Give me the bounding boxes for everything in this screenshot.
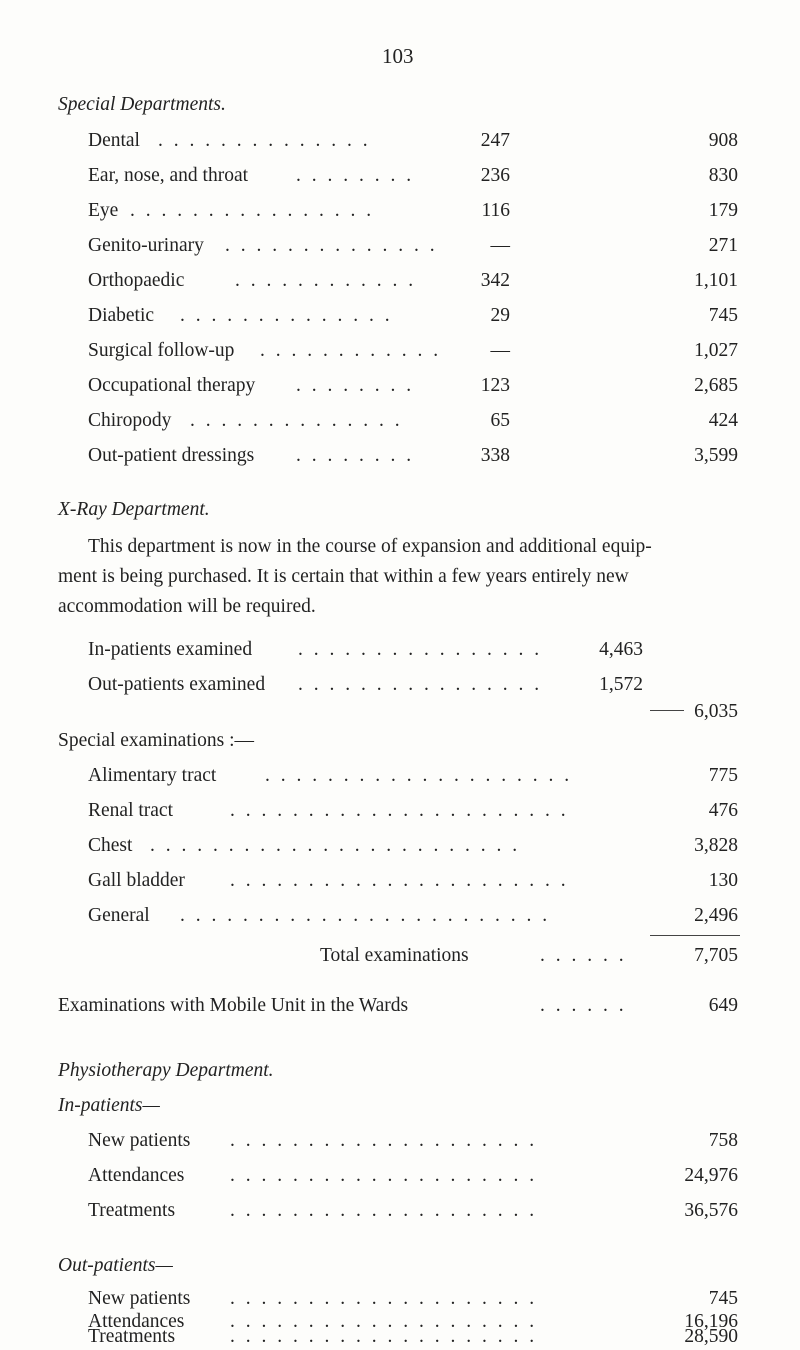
- leader-dots: . . . . . . . . . . . . . . . .: [298, 674, 543, 695]
- leader-dots: . . . . . . . . . . . . . . . .: [130, 200, 375, 221]
- leader-dots: . . . . . .: [540, 945, 627, 966]
- row-label: Eye: [88, 200, 119, 221]
- paragraph-line: This department is now in the course of expansion and additional equip-: [88, 536, 652, 557]
- row-label: Occupational therapy: [88, 375, 256, 396]
- leader-dots: . . . . . . . . . . . . . . . . . . . .: [265, 765, 573, 786]
- outpatients-heading: Out-patients—: [58, 1255, 173, 1276]
- row-value-col2: 3,599: [694, 445, 738, 466]
- leader-dots: . . . . . . . . . . . . . .: [190, 410, 403, 431]
- row-label: Orthopaedic: [88, 270, 185, 291]
- total-rule: [650, 935, 740, 936]
- mobile-unit-label: Examinations with Mobile Unit in the Wards: [58, 995, 409, 1016]
- paragraph-line: ment is being purchased. It is certain that within a few years entirely new: [58, 566, 629, 587]
- row-value: 130: [708, 870, 738, 891]
- leader-dots: . . . . . . . . . . . . . . . . . . . .: [230, 1200, 538, 1221]
- row-value-col1: 236: [480, 165, 510, 186]
- row-label: Out-patient dressings: [88, 445, 255, 466]
- row-value: 3,828: [694, 835, 738, 856]
- row-value: 16,196: [684, 1311, 738, 1332]
- row-value: 775: [708, 765, 738, 786]
- row-value-col2: 2,685: [694, 375, 738, 396]
- row-label: New patients: [88, 1130, 191, 1151]
- inpatients-heading: In-patients—: [58, 1095, 160, 1116]
- row-label: Treatments: [88, 1326, 176, 1347]
- mobile-unit-value: 649: [708, 995, 738, 1016]
- row-value-col1: 247: [480, 130, 510, 151]
- leader-dots: . . . . . . . . . . . .: [260, 340, 442, 361]
- row-label: Renal tract: [88, 800, 173, 821]
- total-examinations-value: 7,705: [694, 945, 738, 966]
- row-value: 36,576: [684, 1200, 738, 1221]
- row-value-col2: 908: [708, 130, 738, 151]
- row-value-col2: 179: [708, 200, 738, 221]
- outpatients-examined-value: 1,572: [599, 674, 643, 695]
- row-label: Attendances: [88, 1311, 185, 1332]
- row-label: General: [88, 905, 150, 926]
- row-label: Surgical follow-up: [88, 340, 235, 361]
- leader-dots: . . . . . . . . . . . .: [235, 270, 417, 291]
- row-value-col1: 338: [480, 445, 510, 466]
- row-label: Diabetic: [88, 305, 155, 326]
- inpatients-examined-label: In-patients examined: [88, 639, 253, 660]
- row-value: 745: [708, 1288, 738, 1309]
- leader-dots: . . . . . . . .: [296, 375, 415, 396]
- row-value: 476: [708, 800, 738, 821]
- leader-dots: . . . . . . . . . . . . . . . . . . . .: [230, 1288, 538, 1309]
- row-value-col2: 271: [708, 235, 738, 256]
- examined-subtotal: 6,035: [694, 701, 738, 722]
- page-number: 103: [382, 44, 414, 68]
- leader-dots: . . . . . .: [540, 995, 627, 1016]
- leader-dots: . . . . . . . . . . . . . .: [180, 305, 393, 326]
- row-value-col2: 745: [708, 305, 738, 326]
- leader-dots: . . . . . . . .: [296, 165, 415, 186]
- row-value-col2: 1,027: [694, 340, 738, 361]
- row-label: Dental: [88, 130, 140, 151]
- special-examinations-label: Special examinations :—: [58, 730, 255, 751]
- row-value-col2: 830: [708, 165, 738, 186]
- total-examinations-label: Total examinations: [320, 945, 469, 966]
- row-value-col2: 1,101: [694, 270, 738, 291]
- leader-dots: . . . . . . . . . . . . . . . .: [298, 639, 543, 660]
- row-label: Genito-urinary: [88, 235, 204, 256]
- leader-dots: . . . . . . . . . . . . . . . . . . . . . .: [230, 870, 569, 891]
- special-departments-heading: Special Departments.: [58, 94, 226, 115]
- row-value-col1: 116: [481, 200, 510, 221]
- leader-dots: . . . . . . . . . . . . . .: [225, 235, 438, 256]
- outpatients-examined-label: Out-patients examined: [88, 674, 266, 695]
- xray-heading: X-Ray Department.: [58, 499, 210, 520]
- row-value: 2,496: [694, 905, 738, 926]
- row-label: Attendances: [88, 1165, 185, 1186]
- leader-dots: . . . . . . . . . . . . . . . . . . . .: [230, 1326, 538, 1347]
- leader-dots: . . . . . . . . . . . . . .: [158, 130, 371, 151]
- row-label: Chiropody: [88, 410, 172, 431]
- row-value-col2: 424: [708, 410, 738, 431]
- row-value-col1: 65: [490, 410, 510, 431]
- row-label: Treatments: [88, 1200, 176, 1221]
- row-label: New patients: [88, 1288, 191, 1309]
- leader-dots: . . . . . . . . . . . . . . . . . . . . . . . .: [150, 835, 521, 856]
- inpatients-examined-value: 4,463: [599, 639, 643, 660]
- leader-dots: . . . . . . . .: [296, 445, 415, 466]
- row-value: 28,590: [684, 1326, 738, 1347]
- row-value: 758: [708, 1130, 738, 1151]
- leader-dots: . . . . . . . . . . . . . . . . . . . . . .: [230, 800, 569, 821]
- leader-dots: . . . . . . . . . . . . . . . . . . . .: [230, 1311, 538, 1332]
- row-value-col1: —: [490, 235, 510, 256]
- row-value-col1: 29: [490, 305, 510, 326]
- row-label: Gall bladder: [88, 870, 185, 891]
- paragraph-line: accommodation will be required.: [58, 596, 316, 617]
- row-label: Ear, nose, and throat: [88, 165, 249, 186]
- row-label: Alimentary tract: [88, 765, 217, 786]
- leader-dots: . . . . . . . . . . . . . . . . . . . .: [230, 1130, 538, 1151]
- row-value-col1: 342: [480, 270, 510, 291]
- subtotal-dash: [650, 710, 684, 711]
- row-value: 24,976: [684, 1165, 738, 1186]
- row-value-col1: —: [490, 340, 510, 361]
- row-value-col1: 123: [480, 375, 510, 396]
- leader-dots: . . . . . . . . . . . . . . . . . . . .: [230, 1165, 538, 1186]
- row-label: Chest: [88, 835, 133, 856]
- physiotherapy-heading: Physiotherapy Department.: [58, 1060, 274, 1081]
- leader-dots: . . . . . . . . . . . . . . . . . . . . . . . .: [180, 905, 551, 926]
